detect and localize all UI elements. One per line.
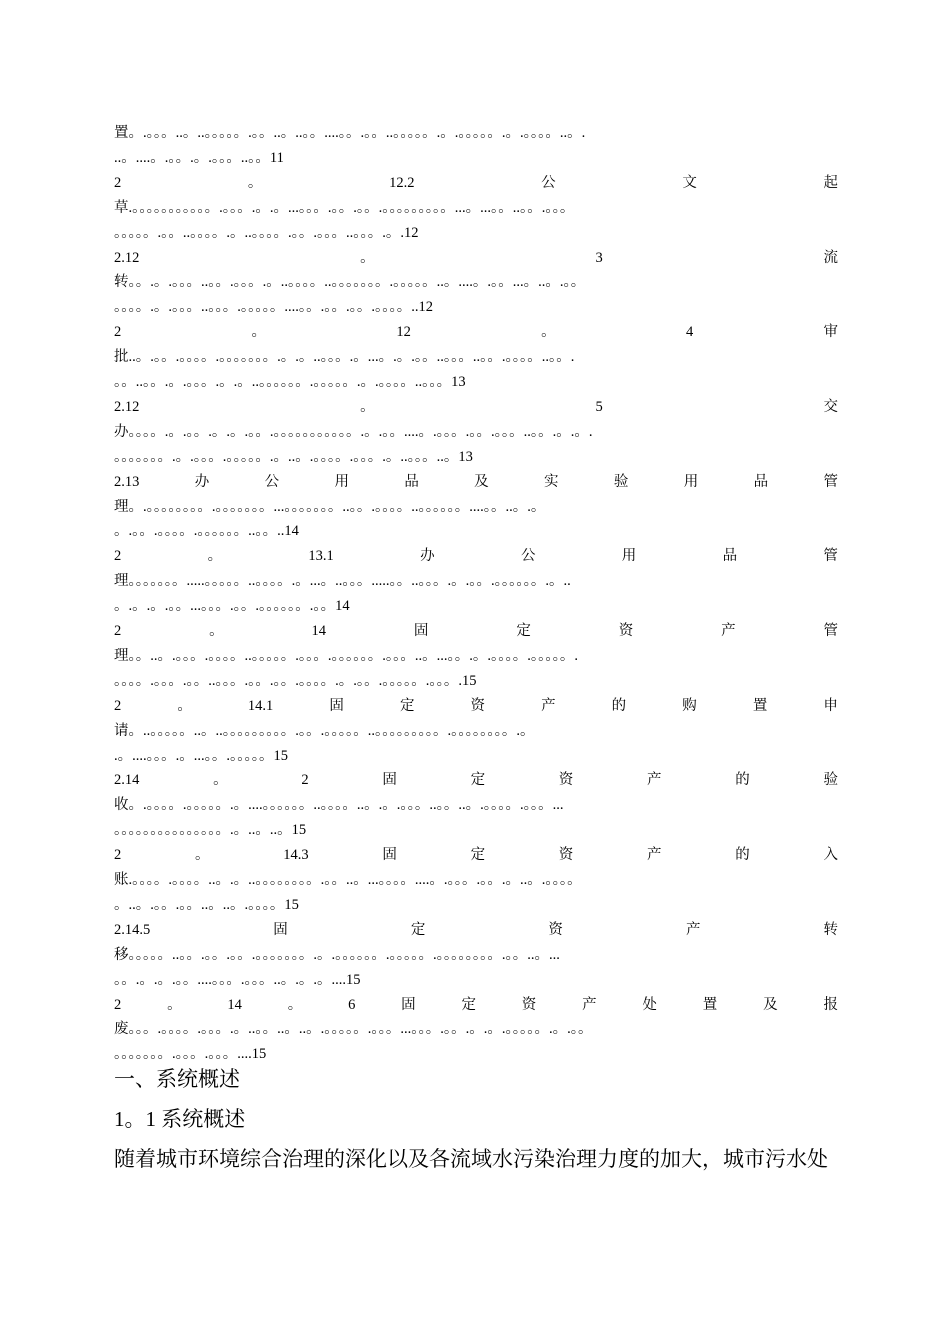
toc-entry-line[interactable] (114, 720, 838, 742)
toc-token: 2 (114, 324, 122, 341)
toc-entry-line[interactable] (114, 745, 838, 767)
toc-token: 品 (722, 548, 738, 565)
toc-entry-line[interactable] (114, 645, 838, 667)
toc-leader-text: 。。。。.。。。.。。..。。。.。。.。。.。。。。.。.。。.。。。。。.。。。.15 (114, 672, 477, 689)
toc-token: 固 (401, 996, 416, 1013)
toc-leader-text: 草.。。。。。。。。。。。.。。。.。.。...。。。.。。.。。.。。。。。。。。。...。...。。..。。.。。。 (114, 199, 575, 216)
toc-entry-line[interactable] (114, 346, 838, 368)
toc-token: 转 (823, 921, 838, 938)
toc-entry-line[interactable] (114, 496, 838, 518)
toc-token: 4 (685, 324, 694, 341)
toc-entry-line[interactable] (114, 421, 838, 443)
toc-token: 定 (516, 623, 531, 639)
toc-leader-text: 办。。。。.。.。。.。.。.。。.。。。。。。。。。。。.。.。。....。.。。。.。。.。。。..。。.。.。. (114, 423, 593, 440)
toc-entry-line[interactable] (114, 520, 838, 542)
toc-token: 管 (823, 473, 838, 490)
toc-token: 管 (823, 548, 838, 565)
toc-token: 14.1 (247, 697, 274, 714)
toc-token: 2 (301, 772, 309, 789)
toc-token: 办 (194, 473, 210, 490)
toc-token: 固 (382, 847, 397, 864)
toc-token: 5 (595, 398, 603, 415)
toc-token: 起 (823, 174, 838, 191)
toc-token: 的 (735, 847, 750, 864)
toc-token: 2.14.5 (114, 921, 151, 938)
toc-token: 购 (682, 697, 697, 714)
toc-token: 品 (404, 473, 419, 490)
toc-token: 14.3 (283, 847, 309, 864)
toc-token: 产 (582, 996, 597, 1013)
toc-token: 申 (823, 697, 838, 714)
toc-entry-heading[interactable] (114, 172, 838, 194)
toc-entry-line[interactable] (114, 819, 838, 841)
toc-leader-text: 。。。。。。。。。。。。。。。.。..。..。15 (114, 822, 307, 839)
toc-token: 文 (682, 174, 697, 191)
toc-token: 2 (114, 548, 122, 565)
toc-token: 产 (685, 921, 701, 938)
toc-token: 公 (520, 548, 536, 565)
toc-leader-text: 转。。.。.。。。..。。.。。。.。..。。。。..。。。。。。。.。。。。。..。....。.。。...。..。.。。 (114, 274, 586, 291)
toc-leader-text: 。。。。。.。。..。。。。.。..。。。。.。。.。。。..。。。.。.12 (114, 224, 419, 241)
toc-entry-heading[interactable] (114, 321, 838, 343)
toc-leader-text: 。.。.。.。。...。。。.。。.。。。。。。.。。14 (114, 598, 350, 615)
toc-token: 定 (410, 921, 426, 938)
toc-token: 固 (382, 772, 397, 789)
toc-leader-text: 收。.。。。。.。。。。。.。....。。。。。。..。。。。..。.。.。。。..。。..。.。。。。.。。。... (114, 797, 564, 814)
toc-leader-text: 批..。.。。.。。。。.。。。。。。。.。.。..。。。.。...。.。.。。..。。。..。。.。。。。..。。. (114, 349, 575, 366)
toc-entry-line[interactable] (114, 969, 838, 991)
toc-token: 验 (823, 772, 838, 789)
toc-entry-heading[interactable] (114, 844, 838, 866)
toc-entry-heading[interactable] (114, 695, 838, 717)
toc-leader-text: 。。。。。。。.。。。.。。。....15 (114, 1046, 267, 1063)
toc-token: 3 (595, 249, 603, 266)
toc-entry-heading[interactable] (114, 919, 838, 941)
toc-leader-text: 账.。。。。.。。。。..。.。..。。。。。。。。.。。..。...。。。。....。.。。。.。。.。..。.。。。。 (114, 872, 582, 888)
toc-entry-line[interactable] (114, 197, 838, 219)
toc-entry-heading[interactable] (114, 247, 838, 269)
toc-token: 14 (227, 996, 242, 1013)
toc-entry-heading[interactable] (114, 471, 838, 493)
toc-token: 验 (613, 473, 629, 490)
toc-leader-text: 废。。。.。。。。.。。。.。..。。..。..。.。。。。。.。。。...。。。.。。.。.。.。。。。。.。.。。 (114, 1021, 593, 1038)
toc-token: 及 (763, 996, 778, 1013)
toc-token: 2.12 (114, 398, 140, 415)
toc-token: 13.1 (308, 548, 334, 565)
toc-entry-heading[interactable] (114, 994, 838, 1016)
toc-token: 产 (647, 847, 662, 864)
toc-token: 。 (177, 697, 192, 714)
toc-token: 2 (114, 174, 122, 191)
toc-token: 资 (548, 921, 563, 938)
toc-token: 处 (642, 996, 657, 1013)
toc-token: 用 (621, 548, 637, 565)
toc-entry-line[interactable] (114, 271, 838, 293)
toc-leader-text: ..。....。.。。.。.。。。..。。11 (114, 149, 284, 166)
toc-token: 管 (823, 623, 838, 639)
toc-entry-heading[interactable] (114, 396, 838, 418)
toc-entry-line[interactable] (114, 371, 838, 393)
toc-token: 的 (611, 697, 627, 714)
toc-token: 。 (247, 174, 263, 191)
toc-token: 定 (399, 697, 415, 714)
toc-entry-line[interactable] (114, 670, 838, 692)
toc-token: 2 (114, 697, 122, 714)
toc-leader-text: 置。.。。。..。..。。。。。.。。..。..。。....。。.。。..。。。。。.。.。。。。。.。.。。。。..。. (114, 125, 586, 141)
section-heading: 一、系统概述 (114, 1067, 240, 1091)
toc-token: 2.13 (114, 473, 140, 490)
toc-token: 12.2 (389, 174, 415, 191)
toc-token: 资 (521, 996, 537, 1013)
toc-token: 2 (114, 847, 122, 864)
toc-token: 。 (209, 623, 224, 639)
toc-entry-line[interactable] (114, 222, 838, 244)
toc-token: 交 (823, 398, 838, 415)
toc-token: 2 (114, 623, 122, 639)
toc-leader-text: 移。。。。。..。。.。。.。。.。。。。。。。.。.。。。。。。.。。。。。.。。。。。。。。.。。..。... (114, 946, 560, 963)
toc-entry-line[interactable] (114, 869, 838, 891)
toc-token: 。 (213, 772, 228, 789)
toc-token: 12 (396, 324, 411, 341)
toc-token: 。 (194, 847, 210, 864)
toc-token: 资 (558, 847, 574, 864)
toc-entry-line[interactable] (114, 1018, 838, 1040)
toc-token: 固 (329, 697, 344, 714)
toc-token: 14 (311, 623, 327, 639)
toc-token: 审 (823, 324, 838, 341)
toc-token: 定 (470, 847, 486, 864)
toc-token: 。 (287, 996, 303, 1013)
toc-token: 定 (470, 772, 486, 789)
toc-leader-text: 理。。。。。。。.....。。。。。..。。。。.。...。..。。。.....。。..。。。.。.。。.。。。。。。.。.. (114, 573, 571, 590)
toc-leader-text: 。。。。.。.。。。..。。。.。。。。。....。。.。。.。。.。。。。..12 (114, 299, 433, 316)
toc-entry-line[interactable] (114, 122, 838, 144)
toc-token: 。 (360, 398, 375, 415)
toc-token: 资 (558, 772, 574, 789)
toc-token: 定 (461, 996, 476, 1013)
toc-token: 置 (702, 996, 718, 1013)
toc-token: 资 (618, 623, 634, 639)
toc-token: 6 (348, 996, 356, 1013)
toc-token: 用 (334, 473, 349, 490)
toc-entry-line[interactable] (114, 446, 838, 468)
toc-token: 2 (114, 996, 122, 1013)
toc-entry-heading[interactable] (114, 769, 838, 791)
toc-token: 品 (753, 473, 769, 490)
toc-token: 办 (420, 548, 435, 565)
toc-token: 。 (167, 996, 182, 1013)
toc-token: 实 (544, 473, 559, 490)
toc-token: 入 (823, 847, 838, 864)
toc-entry-line[interactable] (114, 794, 838, 816)
toc-leader-text: 。..。.。。.。。..。..。.。。。。15 (114, 896, 299, 913)
toc-token: 及 (474, 473, 489, 490)
toc-entry-heading[interactable] (114, 545, 838, 567)
toc-token: 固 (273, 921, 288, 938)
toc-token: 2.12 (114, 249, 140, 266)
toc-leader-text: .。....。。。.。...。。.。。。。。15 (114, 747, 288, 764)
toc-leader-text: 。。..。。.。.。。。.。.。..。。。。。。.。。。。。.。.。。。。..。。。13 (114, 374, 466, 390)
toc-leader-text: 。。.。.。.。。....。。。.。。。..。.。.。....15 (114, 971, 361, 988)
toc-entry-line[interactable] (114, 595, 838, 617)
toc-entry-line[interactable] (114, 296, 838, 318)
toc-entry-line[interactable] (114, 147, 838, 169)
toc-token: 流 (823, 249, 838, 266)
toc-entry-line[interactable] (114, 1043, 838, 1065)
toc-token: 。 (207, 548, 223, 565)
toc-leader-text: 。.。。.。。。。.。。。。。。..。。..14 (114, 523, 299, 540)
toc-token: 报 (823, 996, 838, 1013)
toc-token: 用 (683, 473, 699, 490)
toc-token: 公 (541, 174, 556, 191)
subsection-heading: 1。1 系统概述 (114, 1107, 246, 1131)
toc-token: 资 (470, 697, 486, 714)
toc-token: 。 (541, 324, 556, 341)
toc-entry-line[interactable] (114, 570, 838, 592)
toc-token: 产 (541, 697, 556, 714)
toc-token: 的 (735, 772, 750, 789)
toc-entry-line[interactable] (114, 944, 838, 966)
toc-leader-text: 请。..。。。。。..。..。。。。。。。。。.。。.。。。。。..。。。。。。。。。.。。。。。。。。.。 (114, 722, 535, 739)
toc-token: 固 (413, 623, 429, 639)
toc-token: 产 (647, 772, 662, 789)
toc-leader-text: 。。。。。。。.。.。。。.。。。。。.。..。.。。。。.。。。.。..。。。..。13 (114, 448, 473, 465)
toc-token: 公 (264, 473, 280, 490)
toc-leader-text: 理。.。。。。。。。。.。。。。。。。...。。。。。。。..。。.。。。。..。。。。。。....。。..。.。 (114, 498, 546, 515)
toc-entry-line[interactable] (114, 894, 838, 916)
toc-token: 产 (721, 623, 736, 639)
toc-leader-text: 理。。..。.。。。.。。。。..。。。。。.。。。.。。。。。。.。。。..。...。。.。.。。。。.。。。。。. (114, 647, 578, 664)
toc-token: 置 (752, 697, 768, 714)
toc-token: 2.14 (114, 772, 140, 789)
toc-token: 。 (251, 324, 267, 341)
toc-entry-heading[interactable] (114, 620, 838, 642)
toc-token: 。 (360, 249, 375, 266)
body-paragraph: 随着城市环境综合治理的深化以及各流域水污染治理力度的加大，城市污水处 (114, 1147, 828, 1171)
